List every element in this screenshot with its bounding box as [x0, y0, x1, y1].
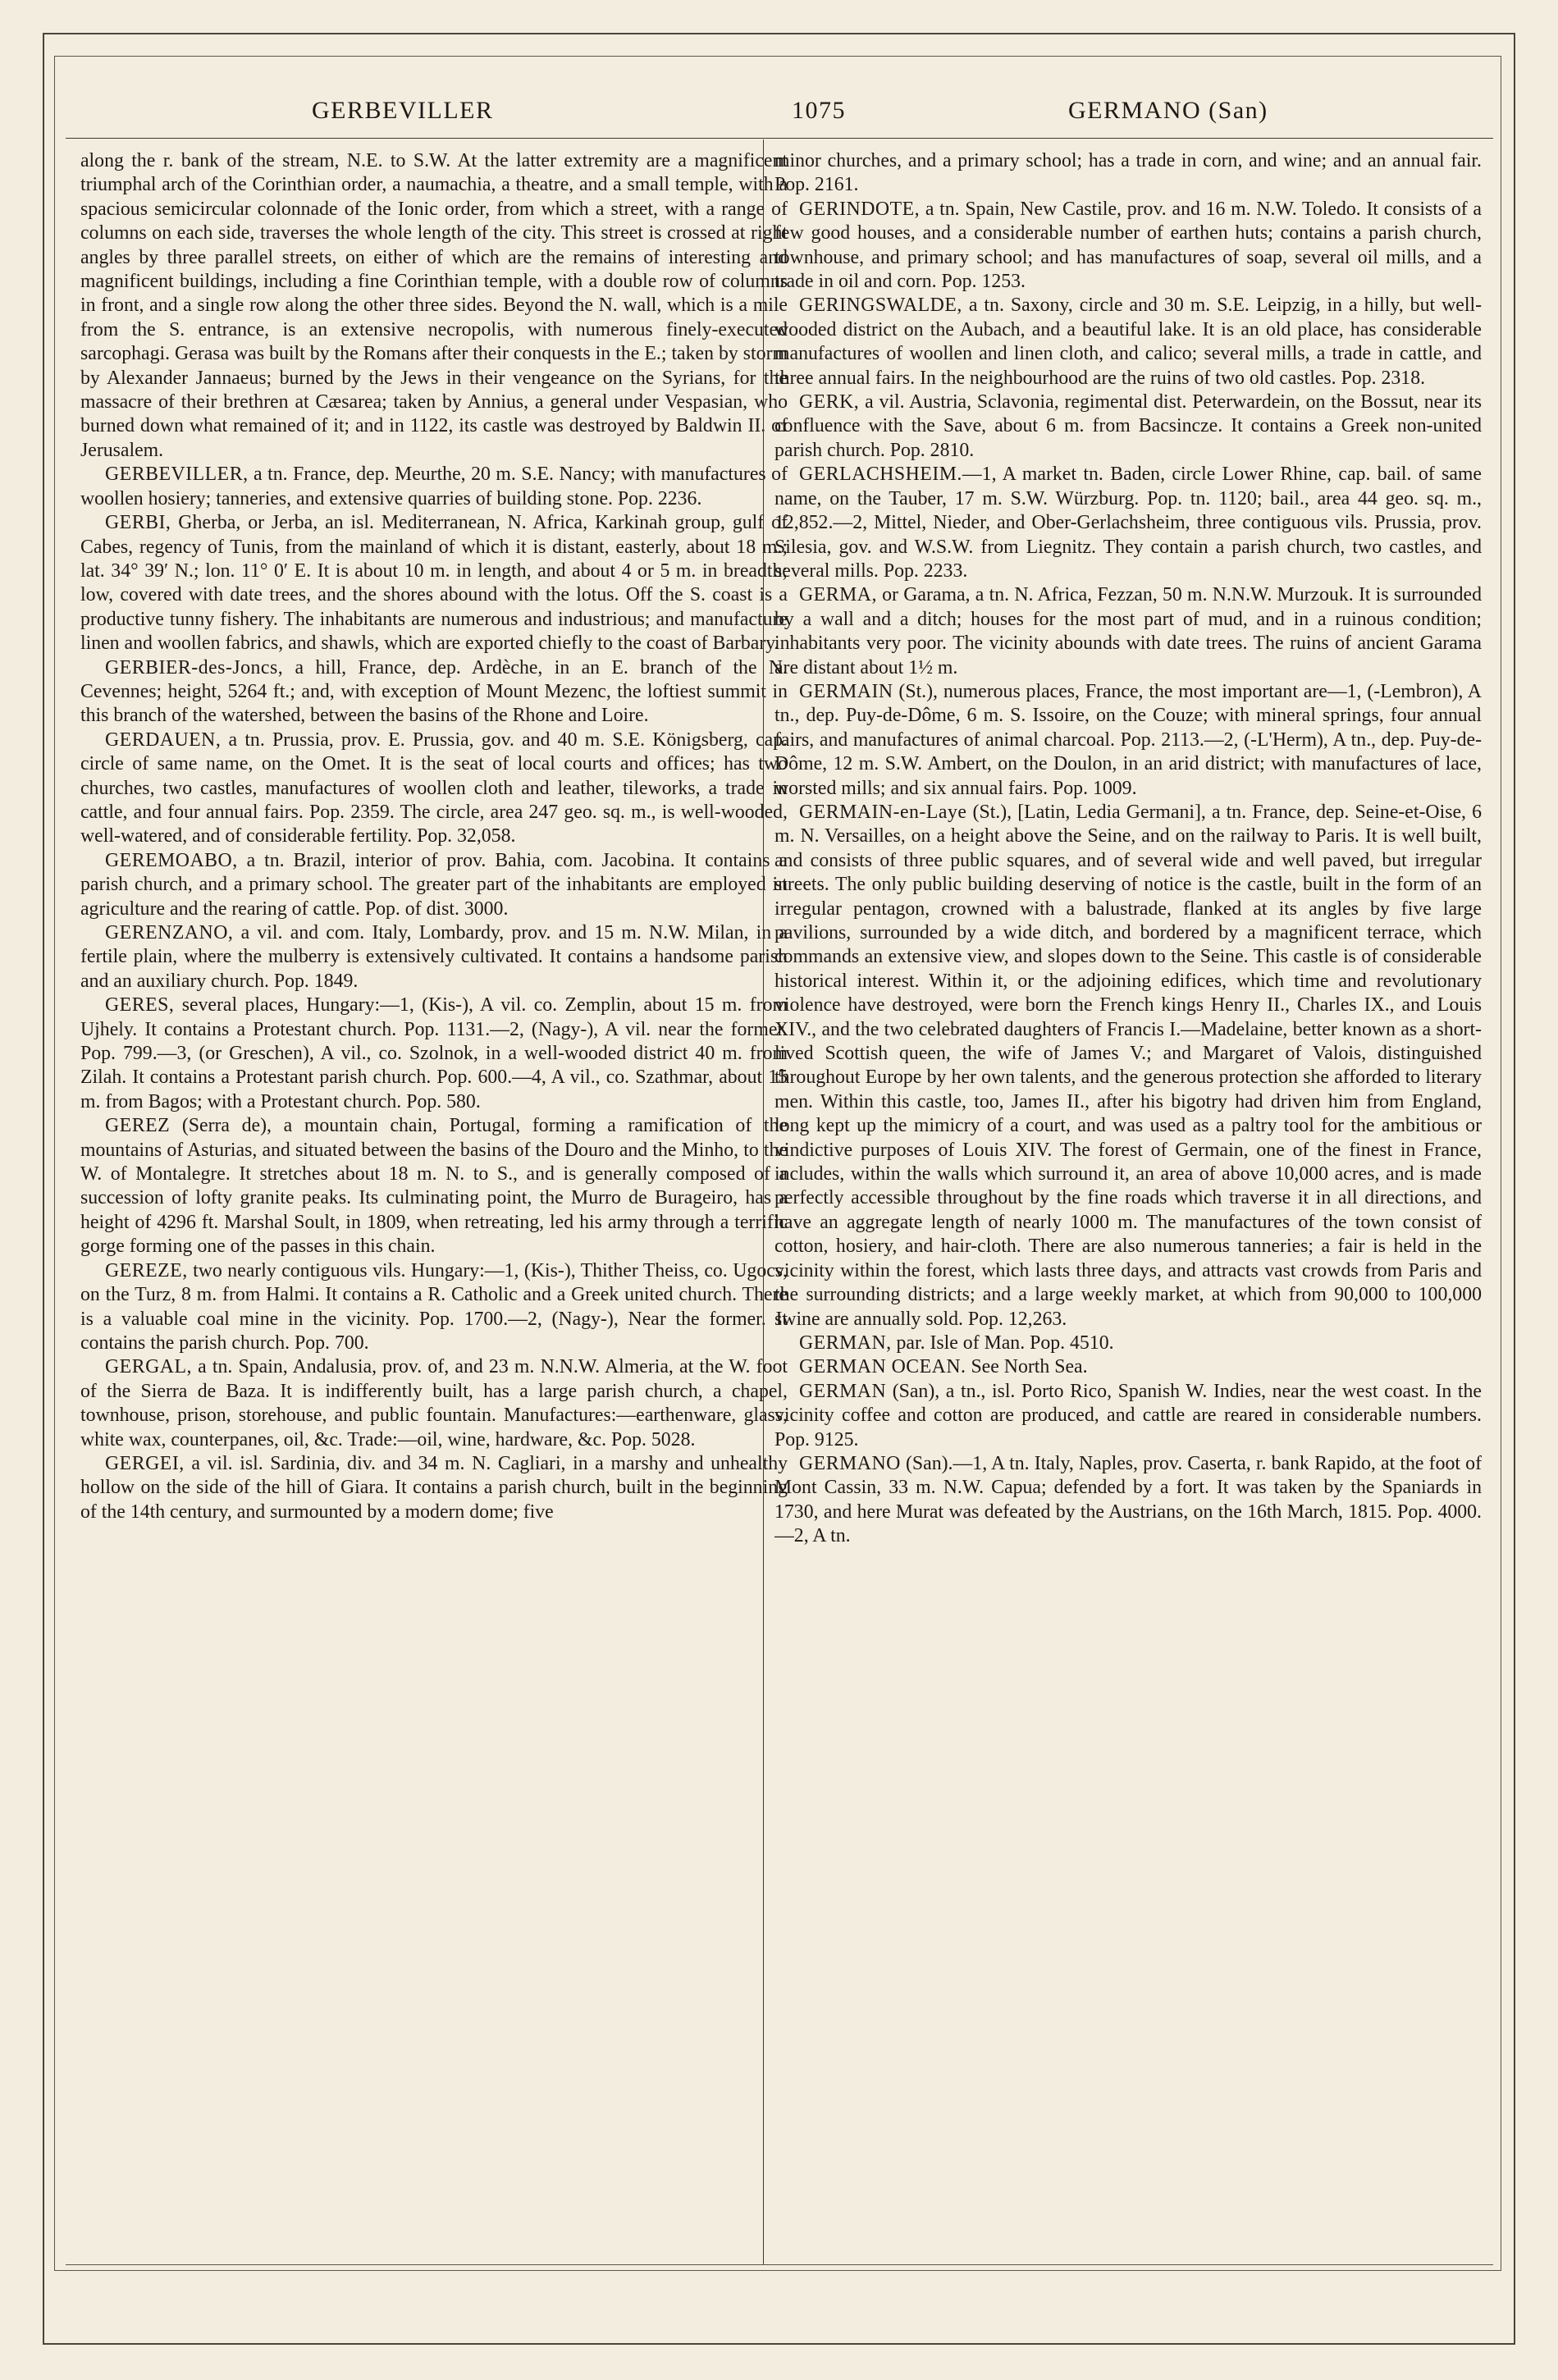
entry-headword: GERMAN	[799, 1380, 887, 1402]
page-header	[66, 89, 1493, 130]
entry-text: a tn. France, dep. Meurthe, 20 m. S.E. Nancy; with manufactures of woollen hosiery; tanneries, and extensive quarries of building stone. Pop. 2236.	[80, 464, 788, 509]
gazetteer-entry	[80, 1114, 788, 1259]
entry-text: a tn. Spain, New Castile, prov. and 16 m. N.W. Toledo. It consists of a few good houses, and a considerable number of earthen huts; contains a parish church, townhouse, and primary school; and has manufactures of soap, several oil mills, and a trade in oil and corn. Pop. 1253.	[774, 198, 1482, 293]
page-number: 1075	[792, 97, 846, 124]
gazetteer-entry	[774, 680, 1482, 801]
entry-text: (San).—1, A tn. Italy, Naples, prov. Caserta, r. bank Rapido, at the foot of Mont Cassin, 33 m. N.W. Capua; defended by a fort. It was taken by the Spaniards in 1730, and here Murat was defeated by the Austrians, on the 16th March, 1815. Pop. 4000.—2, A tn.	[774, 1452, 1482, 1547]
entry-headword: GERGAL,	[105, 1356, 192, 1378]
entry-headword: GERMANO	[799, 1452, 901, 1474]
entry-headword: GERINDOTE,	[799, 198, 921, 220]
entry-text: along the r. bank of the stream, N.E. to S.W. At the latter extremity are a magnificent triumphal arch of the Corinthian order, a naumachia, a theatre, and a small temple, with a spacious semicircular colonnade of the Ionic order, from which a street, with a range of columns on each side, traverses the whole length of the city. This street is crossed at right angles by three parallel streets, on either of which are the remains of interesting and magnificent buildings, including a fine Corinthian temple, with a double row of columns in front, and a single row along the other three sides. Beyond the N. wall, which is a mile from the S. entrance, is an extensive necropolis, with numerous finely-executed sarcophagi. Gerasa was built by the Romans after their conquests in the E.; taken by storm by Alexander Jannaeus; burned by the Jews in their vengeance on the Syrians, for the massacre of their brethren at Cæsarea; taken by Annius, a general under Vespasian, who burned down what remained of it; and in 1122, its castle was destroyed by Baldwin II. of Jerusalem.	[80, 150, 788, 461]
entry-headword: GERES,	[105, 994, 175, 1016]
entry-text: a vil. Austria, Sclavonia, regimental dist. Peterwardein, on the Bossut, near its confluence with the Save, about 6 m. from Bacsincze. It contains a Greek non-united parish church. Pop. 2810.	[774, 391, 1482, 461]
entry-headword: GERK,	[799, 391, 860, 413]
gazetteer-entry	[774, 1332, 1482, 1355]
entry-headword: GERMAN OCEAN.	[799, 1356, 966, 1378]
gazetteer-entry	[774, 391, 1482, 463]
entry-headword: GERBEVILLER,	[105, 464, 249, 486]
entry-headword: GERMAN,	[799, 1332, 892, 1354]
entry-headword: GERLACHSHEIM.	[799, 464, 962, 486]
entry-text: See North Sea.	[966, 1356, 1088, 1378]
entry-text: (San), a tn., isl. Porto Rico, Spanish W. Indies, near the west coast. In the vicinity coffee and cotton are produced, and cattle are reared in considerable numbers. Pop. 9125.	[774, 1380, 1482, 1450]
header-left-guideword: GERBEVILLER	[312, 97, 494, 124]
entry-headword: GEREZE,	[105, 1259, 188, 1281]
entry-headword: GERGEI,	[105, 1452, 185, 1474]
gazetteer-entry	[80, 463, 788, 511]
left-column	[80, 149, 788, 2250]
gazetteer-entry	[774, 1452, 1482, 1549]
gazetteer-entry	[80, 921, 788, 994]
entry-text: Gherba, or Jerba, an isl. Mediterranean, N. Africa, Karkinah group, gulf of Cabes, regency of Tunis, from the mainland of which it is distant, easterly, about 18 m.; lat. 34° 39′ N.; lon. 11° 0′ E. It is about 10 m. in length, and about 4 or 5 m. in breadth; low, covered with date trees, and the shores abound with the lotus. Off the S. coast is a productive tunny fishery. The inhabitants are numerous and industrious; and manufacture linen and woollen fabrics, and shawls, which are exported chiefly to the coast of Barbary.	[80, 512, 788, 655]
gazetteer-entry	[80, 511, 788, 656]
entry-text: a vil. and com. Italy, Lombardy, prov. and 15 m. N.W. Milan, in a fertile plain, where the mulberry is extensively cultivated. It contains a handsome parish and an auxiliary church. Pop. 1849.	[80, 922, 788, 992]
entry-text: (St.), numerous places, France, the most important are—1, (-Lembron), A tn., dep. Puy-de-Dôme, 6 m. S. Issoire, on the Couze; with mineral springs, four annual fairs, and manufactures of animal charcoal. Pop. 2113.—2, (-L'Herm), A tn., dep. Puy-de-Dôme, 12 m. S.W. Ambert, on the Doulon, in an arid district; with manufactures of lace, worsted mills; and six annual fairs. Pop. 1009.	[774, 680, 1482, 799]
gazetteer-entry	[80, 149, 788, 463]
gazetteer-entry	[774, 463, 1482, 583]
entry-headword: GERINGSWALDE,	[799, 295, 962, 317]
gazetteer-entry	[774, 294, 1482, 391]
gazetteer-entry	[774, 1355, 1482, 1379]
entry-text: a hill, France, dep. Ardèche, in an E. branch of the N. Cevennes; height, 5264 ft.; and, with exception of Mount Mezenc, the loftiest summit in this branch of the watershed, between the basins of the Rhone and Loire.	[80, 656, 788, 727]
entry-text: a vil. isl. Sardinia, div. and 34 m. N. Cagliari, in a marshy and unhealthy hollow on the side of the hill of Giara. It contains a parish church, built in the beginning of the 14th century, and surmounted by a modern dome; five	[80, 1452, 788, 1523]
header-right-guideword: GERMANO (San)	[1068, 97, 1268, 124]
entry-text: a tn. Prussia, prov. E. Prussia, gov. and 40 m. S.E. Königsberg, cap. circle of same name, on the Omet. It is the seat of local courts and offices; has two churches, two castles, manufactures of woollen cloth and leather, tileworks, a trade in cattle, and four annual fairs. Pop. 2359. The circle, area 247 geo. sq. m., is well-wooded, well-watered, and of considerable fertility. Pop. 32,058.	[80, 729, 788, 847]
entry-headword: GEREMOABO,	[105, 849, 238, 871]
header-rule	[66, 138, 1493, 139]
entry-text: two nearly contiguous vils. Hungary:—1, (Kis-), Thither Theiss, co. Ugocs, on the Turz, 8 m. from Halmi. It contains a R. Catholic and a Greek united church. There is a valuable coal mine in the vicinity. Pop. 1700.—2, (Nagy-), Near the former. It contains the parish church. Pop. 700.	[80, 1259, 788, 1354]
gazetteer-entry	[774, 198, 1482, 295]
entry-text: a tn. Brazil, interior of prov. Bahia, com. Jacobina. It contains a parish church, and a primary school. The greater part of the inhabitants are employed in agriculture and the rearing of cattle. Pop. of dist. 3000.	[80, 849, 788, 920]
entry-text: par. Isle of Man. Pop. 4510.	[891, 1332, 1114, 1354]
gazetteer-entry	[774, 1380, 1482, 1452]
entry-headword: GERMAIN	[799, 680, 893, 702]
entry-headword: GERENZANO,	[105, 922, 234, 943]
gazetteer-entry	[80, 1452, 788, 1524]
entry-text: (Serra de), a mountain chain, Portugal, forming a ramification of the mountains of Asturias, and situated between the basins of the Douro and the Minho, to the W. of Montalegre. It stretches about 18 m. N. to S., and is generally composed of a succession of lofty granite peaks. Its culminating point, the Murro de Burageiro, has a height of 4296 ft. Marshal Soult, in 1809, when retreating, led his army through a terrific gorge forming one of the passes in this chain.	[80, 1115, 788, 1258]
gazetteer-entry	[80, 994, 788, 1114]
column-divider	[763, 139, 764, 2264]
entry-headword: GERMA,	[799, 584, 877, 606]
gazetteer-entry	[80, 729, 788, 849]
entry-text: or Garama, a tn. N. Africa, Fezzan, 50 m. N.N.W. Murzouk. It is surrounded by a wall and a ditch; houses for the most part of mud, and in a ruinous condition; inhabitants very poor. The vicinity abounds with date trees. The ruins of ancient Garama are distant about 1½ m.	[774, 584, 1482, 678]
gazetteer-entry	[80, 1355, 788, 1452]
entry-headword: GEREZ	[105, 1115, 171, 1137]
entry-text: —1, A market tn. Baden, circle Lower Rhine, cap. bail. of same name, on the Tauber, 17 m. S.W. Würzburg. Pop. tn. 1120; bail., area 44 geo. sq. m., 12,852.—2, Mittel, Nieder, and Ober-Gerlachsheim, three contiguous vils. Prussia, prov. Silesia, gov. and W.S.W. from Liegnitz. They contain a parish church, two castles, and several mills. Pop. 2233.	[774, 464, 1482, 582]
entry-text: (St.), [Latin, Ledia Germani], a tn. France, dep. Seine-et-Oise, 6 m. N. Versailles, on a height above the Seine, and on the railway to Paris. It is well built, and consists of three public squares, and of several wide and well paved, but irregular streets. The only public building deserving of notice is the castle, built in the form of an irregular pentagon, crowned with a balustrade, flanked at its angles by five large pavilions, surrounded by a wide ditch, and bordered by a magnificent terrace, which commands an extensive view, and slopes down to the Seine. This castle is of considerable historical interest. Within it, or the adjoining edifices, which time and revolutionary violence have destroyed, were born the French kings Henry II., Charles IX., and Louis XIV., and the two celebrated daughters of Francis I.—Madelaine, better known as a short-lived Scottish queen, the wife of James V.; and Margaret of Valois, distinguished throughout Europe by her own talents, and the generous protection she afforded to literary men. Within this castle, too, James II., after his bigotry had driven him from England, long kept up the mimicry of a court, and was used as a paltry tool for the ambitious or vindictive purposes of Louis XIV. The forest of Germain, one of the finest in France, includes, within the walls which surround it, an area of above 10,000 acres, and is made perfectly accessible throughout by the fine roads which traverse it in all directions, and have an aggregate length of nearly 1000 m. The manufactures of the town consist of cotton, hosiery, and hair-cloth. There are also numerous tanneries; a fair is held in the vicinity within the forest, which lasts three days, and attracts vast crowds from Paris and the surrounding districts; and a large weekly market, at which from 90,000 to 100,000 swine are annually sold. Pop. 12,263.	[774, 801, 1482, 1330]
gazetteer-entry	[80, 656, 788, 729]
entry-headword: GERBI,	[105, 512, 171, 534]
entry-headword: GERDAUEN,	[105, 729, 222, 751]
entry-text: a tn. Spain, Andalusia, prov. of, and 23 m. N.N.W. Almeria, at the W. foot of the Sierra de Baza. It is indifferently built, has a large parish church, a chapel, townhouse, prison, storehouse, and public fountain. Manufactures:—earthenware, glass, white wax, counterpanes, oil, &c. Trade:—oil, wine, hardware, &c. Pop. 5028.	[80, 1356, 788, 1450]
entry-headword: GERMAIN-en-Laye	[799, 801, 967, 823]
right-column	[774, 149, 1482, 2250]
gazetteer-entry	[774, 801, 1482, 1332]
entry-text: a tn. Saxony, circle and 30 m. S.E. Leipzig, in a hilly, but well-wooded district on the Aubach, and a beautiful lake. It is an old place, has considerable manufactures of woollen and linen cloth, and calico; several mills, a trade in cattle, and three annual fairs. In the neighbourhood are the ruins of two old castles. Pop. 2318.	[774, 295, 1482, 389]
gazetteer-entry	[774, 583, 1482, 680]
bottom-rule	[66, 2264, 1493, 2265]
gazetteer-entry	[774, 149, 1482, 198]
entry-text: several places, Hungary:—1, (Kis-), A vil. co. Zemplin, about 15 m. from Ujhely. It contains a Protestant church. Pop. 1131.—2, (Nagy-), A vil. near the former. Pop. 799.—3, (or Greschen), A vil., co. Szolnok, in a well-wooded district 40 m. from Zilah. It contains a Protestant parish church. Pop. 600.—4, A vil., co. Szathmar, about 15 m. from Bagos; with a Protestant church. Pop. 580.	[80, 994, 788, 1112]
entry-text: minor churches, and a primary school; has a trade in corn, and wine; and an annual fair. Pop. 2161.	[774, 150, 1482, 196]
entry-headword: GERBIER-des-Joncs,	[105, 656, 284, 678]
gazetteer-entry	[80, 849, 788, 921]
gazetteer-entry	[80, 1259, 788, 1356]
